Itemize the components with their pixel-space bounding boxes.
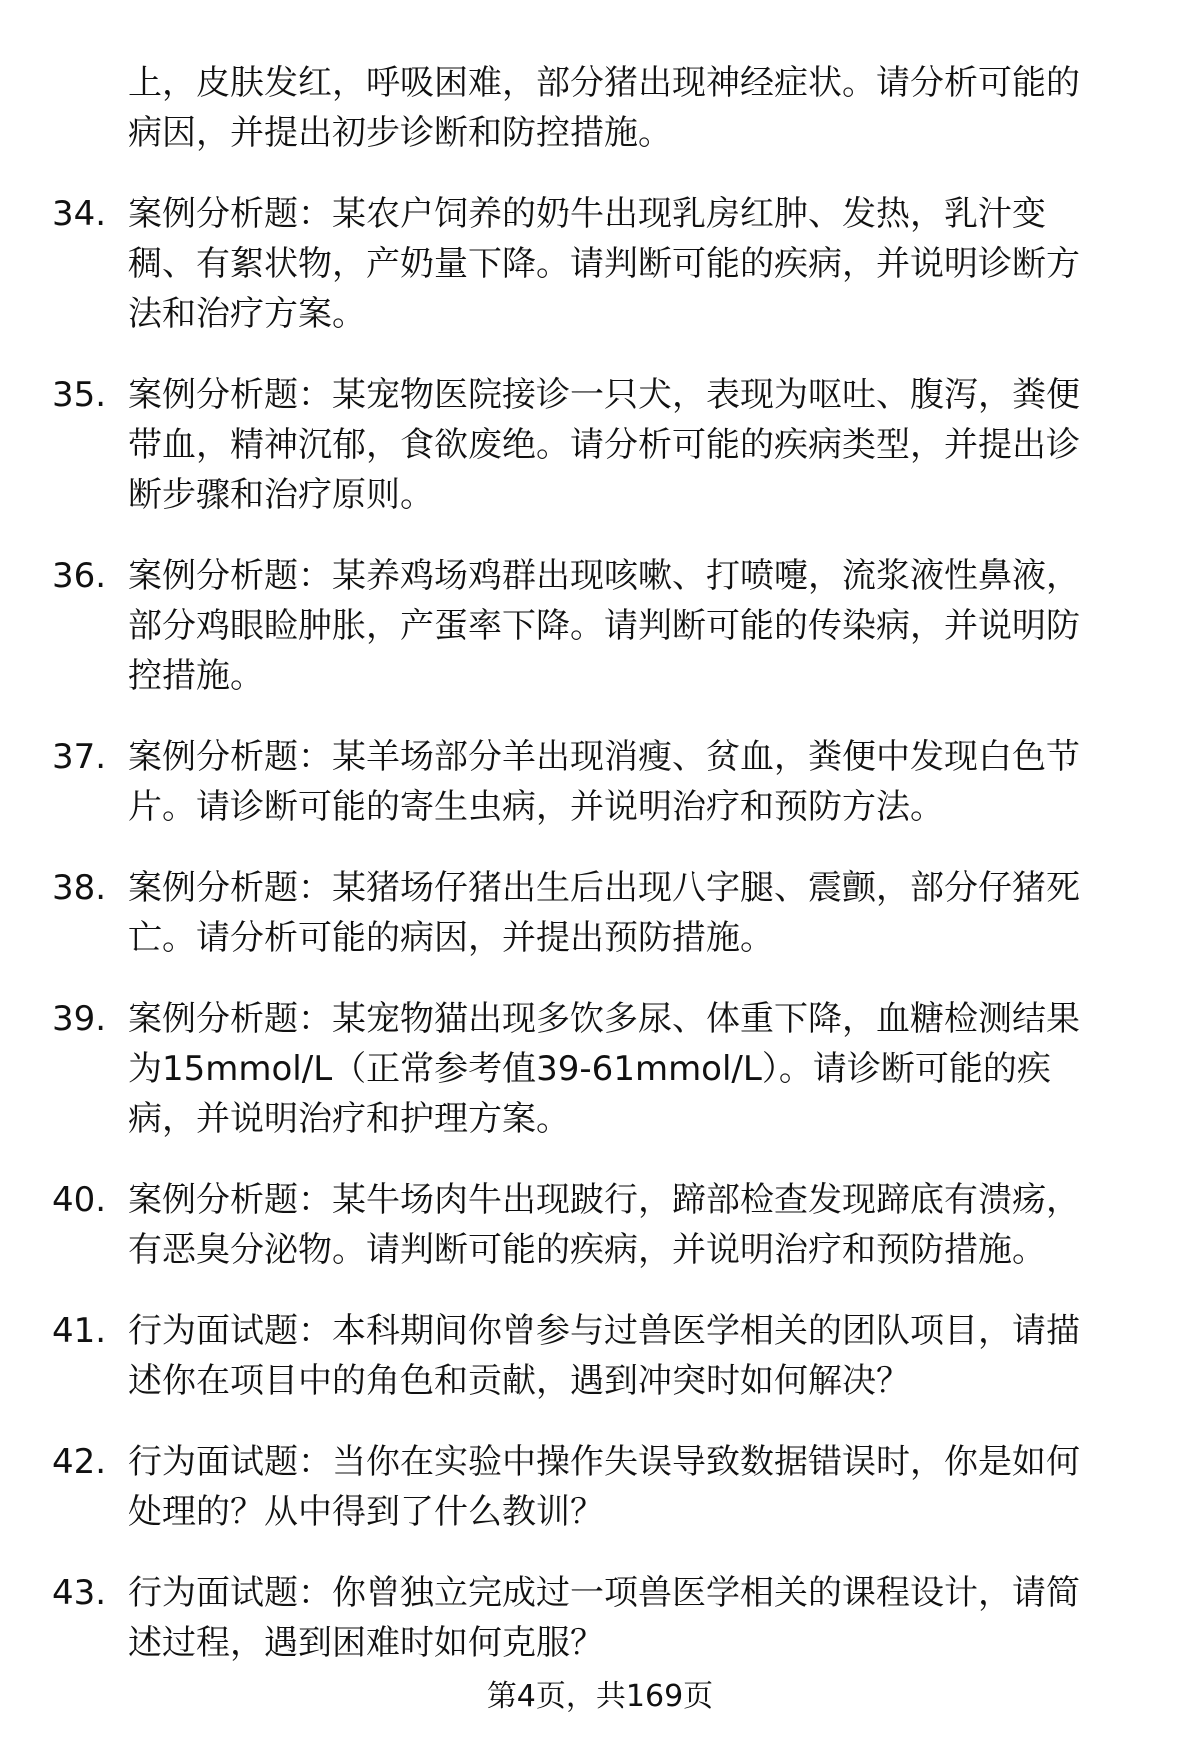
question-item xyxy=(0,863,1200,963)
question-text-line: 部分鸡眼睑肿胀，产蛋率下降。请判断可能的传染病，并说明防 xyxy=(128,606,1080,646)
question-number: 43. xyxy=(52,1573,107,1613)
question-item xyxy=(0,58,1200,158)
question-text-line: 有恶臭分泌物。请判断可能的疾病，并说明治疗和预防措施。 xyxy=(128,1230,1046,1270)
question-text-line: 片。请诊断可能的寄生虫病，并说明治疗和预防方法。 xyxy=(128,787,944,827)
question-item xyxy=(0,1306,1200,1406)
question-text-line: 案例分析题：某宠物猫出现多饮多尿、体重下降，血糖检测结果 xyxy=(128,999,1080,1039)
question-number: 34. xyxy=(52,194,107,234)
question-text-line: 稠、有絮状物，产奶量下降。请判断可能的疾病，并说明诊断方 xyxy=(128,244,1080,284)
page-number: 第4页，共169页 xyxy=(486,1679,714,1714)
question-item xyxy=(0,1437,1200,1537)
question-text-line: 亡。请分析可能的病因，并提出预防措施。 xyxy=(128,918,774,958)
question-text xyxy=(128,551,1200,701)
question-text-line: 带血，精神沉郁，食欲废绝。请分析可能的疾病类型，并提出诊 xyxy=(128,425,1080,465)
question-item xyxy=(0,551,1200,701)
question-text-line: 病因，并提出初步诊断和防控措施。 xyxy=(128,113,672,153)
question-text-line: 行为面试题：你曾独立完成过一项兽医学相关的课程设计，请简 xyxy=(128,1573,1080,1613)
question-text-line: 控措施。 xyxy=(128,656,264,696)
question-text-line: 述你在项目中的角色和贡献，遇到冲突时如何解决？ xyxy=(128,1361,910,1401)
question-text-line: 案例分析题：某羊场部分羊出现消瘦、贫血，粪便中发现白色节 xyxy=(128,737,1080,777)
question-text-line: 案例分析题：某宠物医院接诊一只犬，表现为呕吐、腹泻，粪便 xyxy=(128,375,1080,415)
question-text xyxy=(128,58,1200,158)
question-item xyxy=(0,370,1200,520)
question-text xyxy=(128,863,1200,963)
question-text-line: 案例分析题：某牛场肉牛出现跛行，蹄部检查发现蹄底有溃疡， xyxy=(128,1180,1080,1220)
question-number: 36. xyxy=(52,556,107,596)
question-text xyxy=(128,1568,1200,1668)
question-text xyxy=(128,994,1200,1144)
question-text-line: 上，皮肤发红，呼吸困难，部分猪出现神经症状。请分析可能的 xyxy=(128,63,1080,103)
question-text-line: 案例分析题：某养鸡场鸡群出现咳嗽、打喷嚏，流浆液性鼻液， xyxy=(128,556,1080,596)
question-item xyxy=(0,732,1200,832)
question-number: 40. xyxy=(52,1180,107,1220)
question-text-line: 法和治疗方案。 xyxy=(128,294,366,334)
question-text-line: 病，并说明治疗和护理方案。 xyxy=(128,1099,570,1139)
question-text xyxy=(128,189,1200,339)
question-item xyxy=(0,1568,1200,1668)
question-number: 39. xyxy=(52,999,107,1039)
question-text-line: 行为面试题：当你在实验中操作失误导致数据错误时，你是如何 xyxy=(128,1442,1080,1482)
question-text-line: 述过程，遇到困难时如何克服？ xyxy=(128,1623,604,1663)
question-text xyxy=(128,1306,1200,1406)
question-text xyxy=(128,732,1200,832)
question-text-line: 断步骤和治疗原则。 xyxy=(128,475,434,515)
question-number: 41. xyxy=(52,1311,107,1351)
question-text-line: 案例分析题：某农户饲养的奶牛出现乳房红肿、发热，乳汁变 xyxy=(128,194,1046,234)
question-number: 38. xyxy=(52,868,107,908)
question-text-line: 为15mmol/L（正常参考值39-61mmol/L）。请诊断可能的疾 xyxy=(128,1049,1051,1089)
question-text xyxy=(128,1175,1200,1275)
question-list xyxy=(0,58,1200,1699)
question-text xyxy=(128,1437,1200,1537)
question-text xyxy=(128,370,1200,520)
question-text-line: 处理的？从中得到了什么教训？ xyxy=(128,1492,604,1532)
question-item xyxy=(0,189,1200,339)
question-text-line: 行为面试题：本科期间你曾参与过兽医学相关的团队项目，请描 xyxy=(128,1311,1080,1351)
question-text-line: 案例分析题：某猪场仔猪出生后出现八字腿、震颤，部分仔猪死 xyxy=(128,868,1080,908)
question-item xyxy=(0,1175,1200,1275)
question-item xyxy=(0,994,1200,1144)
question-number: 35. xyxy=(52,375,107,415)
question-number: 42. xyxy=(52,1442,107,1482)
question-number: 37. xyxy=(52,737,107,777)
